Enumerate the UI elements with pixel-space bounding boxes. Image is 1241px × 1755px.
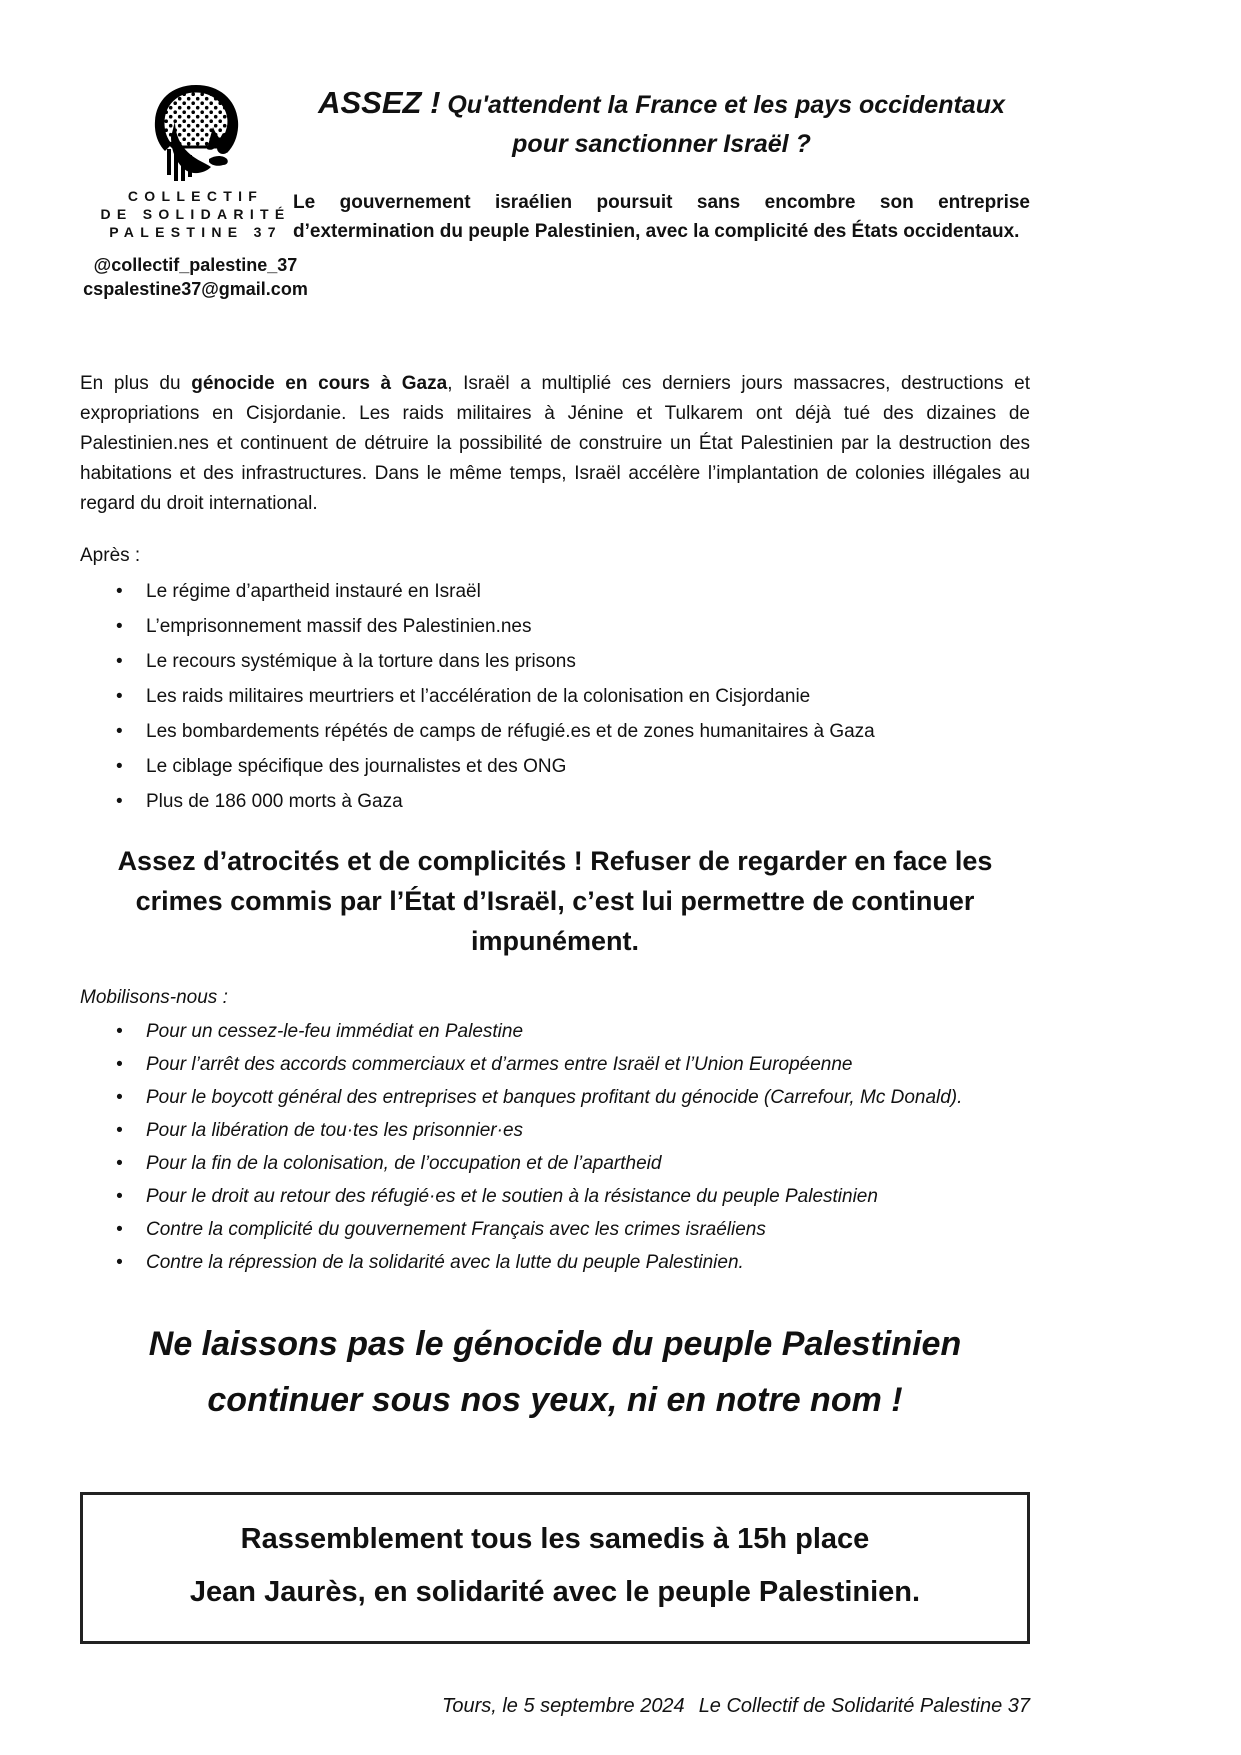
body-paragraph-rest: , Israël a multiplié ces derniers jours massacres, destructions et expropriations en Cisjordanie. Les raids militaires à Jénine et Tulkarem ont déjà tué des dizaines de Palestinien.nes et continuent de détruire la possibilité de construire un État Palestinien par la destruction des habitations et des infrastructures. Dans le même temps, Israël accélère l’implantation de colonies illégales au regard du droit international.	[80, 373, 1030, 514]
org-name-line: COLLECTIF	[127, 188, 264, 204]
title-line1: Qu'attendent la France et les pays occidentaux	[447, 91, 1005, 119]
email-address: cspalestine37@gmail.com	[83, 279, 308, 299]
footer-signature: Le Collectif de Solidarité Palestine 37	[698, 1695, 1030, 1717]
heading-assez	[80, 841, 1030, 961]
list-item: • Le régime d’apartheid instauré en Israël	[146, 581, 1030, 603]
heading-ne-laissons-line: continuer sous nos yeux, ni en notre nom !	[207, 1381, 903, 1419]
list-item: • Pour le droit au retour des réfugié·es et le soutien à la résistance du peuple Palestinien	[146, 1186, 1030, 1208]
body-paragraph-bold: génocide en cours à Gaza	[191, 373, 448, 394]
list-item: • L’emprisonnement massif des Palestinien.nes	[146, 616, 1030, 638]
apres-list	[80, 581, 1030, 813]
list-item: • Pour un cessez-le-feu immédiat en Palestine	[146, 1021, 1030, 1043]
apres-label: Après :	[80, 545, 141, 566]
org-name-line: PALESTINE 37	[109, 224, 282, 240]
mobilisons-label: Mobilisons-nous :	[80, 987, 228, 1008]
banner-line: Jean Jaurès, en solidarité avec le peuple Palestinien.	[189, 1576, 921, 1608]
list-item: • Le recours systémique à la torture dans les prisons	[146, 651, 1030, 673]
footer	[80, 1694, 1030, 1718]
list-item: • Le ciblage spécifique des journalistes et des ONG	[146, 756, 1030, 778]
contact-info	[58, 253, 333, 301]
heading-assez-line: impunément.	[470, 926, 639, 956]
banner-line: Rassemblement tous les samedis à 15h place	[240, 1523, 870, 1555]
list-item: • Pour la fin de la colonisation, de l’occupation et de l’apartheid	[146, 1153, 1030, 1175]
org-name	[58, 187, 333, 241]
intro-paragraph: Le gouvernement israélien poursuit sans encombre son entreprise d’extermination du peuple Palestinien, avec la complicité des États occidentaux.	[293, 192, 1030, 242]
list-item: • Plus de 186 000 morts à Gaza	[146, 791, 1030, 813]
title-emphasis: ASSEZ !	[318, 85, 441, 120]
title-line2: pour sanctionner Israël ?	[512, 130, 811, 158]
list-item: • Les raids militaires meurtriers et l’accélération de la colonisation en Cisjordanie	[146, 686, 1030, 708]
list-item: • Les bombardements répétés de camps de réfugié.es et de zones humanitaires à Gaza	[146, 721, 1030, 743]
logo	[58, 83, 333, 241]
heading-ne-laissons	[80, 1316, 1030, 1428]
list-item: • Pour la libération de tou·tes les prisonnier·es	[146, 1120, 1030, 1142]
heading-ne-laissons-line: Ne laissons pas le génocide du peuple Palestinien	[148, 1325, 962, 1363]
main-title	[293, 83, 1030, 164]
mobilisons-list	[80, 1021, 1030, 1274]
list-item: • Contre la complicité du gouvernement Français avec les crimes israéliens	[146, 1219, 1030, 1241]
org-name-line: DE SOLIDARITÉ	[100, 206, 291, 222]
body-paragraph	[80, 369, 1030, 519]
list-item: • Pour l’arrêt des accords commerciaux et d’armes entre Israël et l’Union Européenne	[146, 1054, 1030, 1076]
rally-banner	[80, 1492, 1030, 1644]
header	[80, 83, 1030, 355]
social-handle: @collectif_palestine_37	[93, 255, 298, 275]
logo-woman-keffiyeh-icon	[101, 83, 291, 183]
list-item: • Pour le boycott général des entreprises et banques profitant du génocide (Carrefour, Mc Donald).	[146, 1087, 1030, 1109]
footer-date: Tours, le 5 septembre 2024	[441, 1695, 685, 1717]
heading-assez-line: Assez d’atrocités et de complicités ! Refuser de regarder en face les	[117, 846, 993, 876]
header-right-column	[293, 83, 1030, 246]
heading-assez-line: crimes commis par l’État d’Israël, c’est lui permettre de continuer	[135, 886, 975, 916]
body-paragraph-prefix: En plus du	[80, 373, 192, 394]
list-item: • Contre la répression de la solidarité avec la lutte du peuple Palestinien.	[146, 1252, 1030, 1274]
